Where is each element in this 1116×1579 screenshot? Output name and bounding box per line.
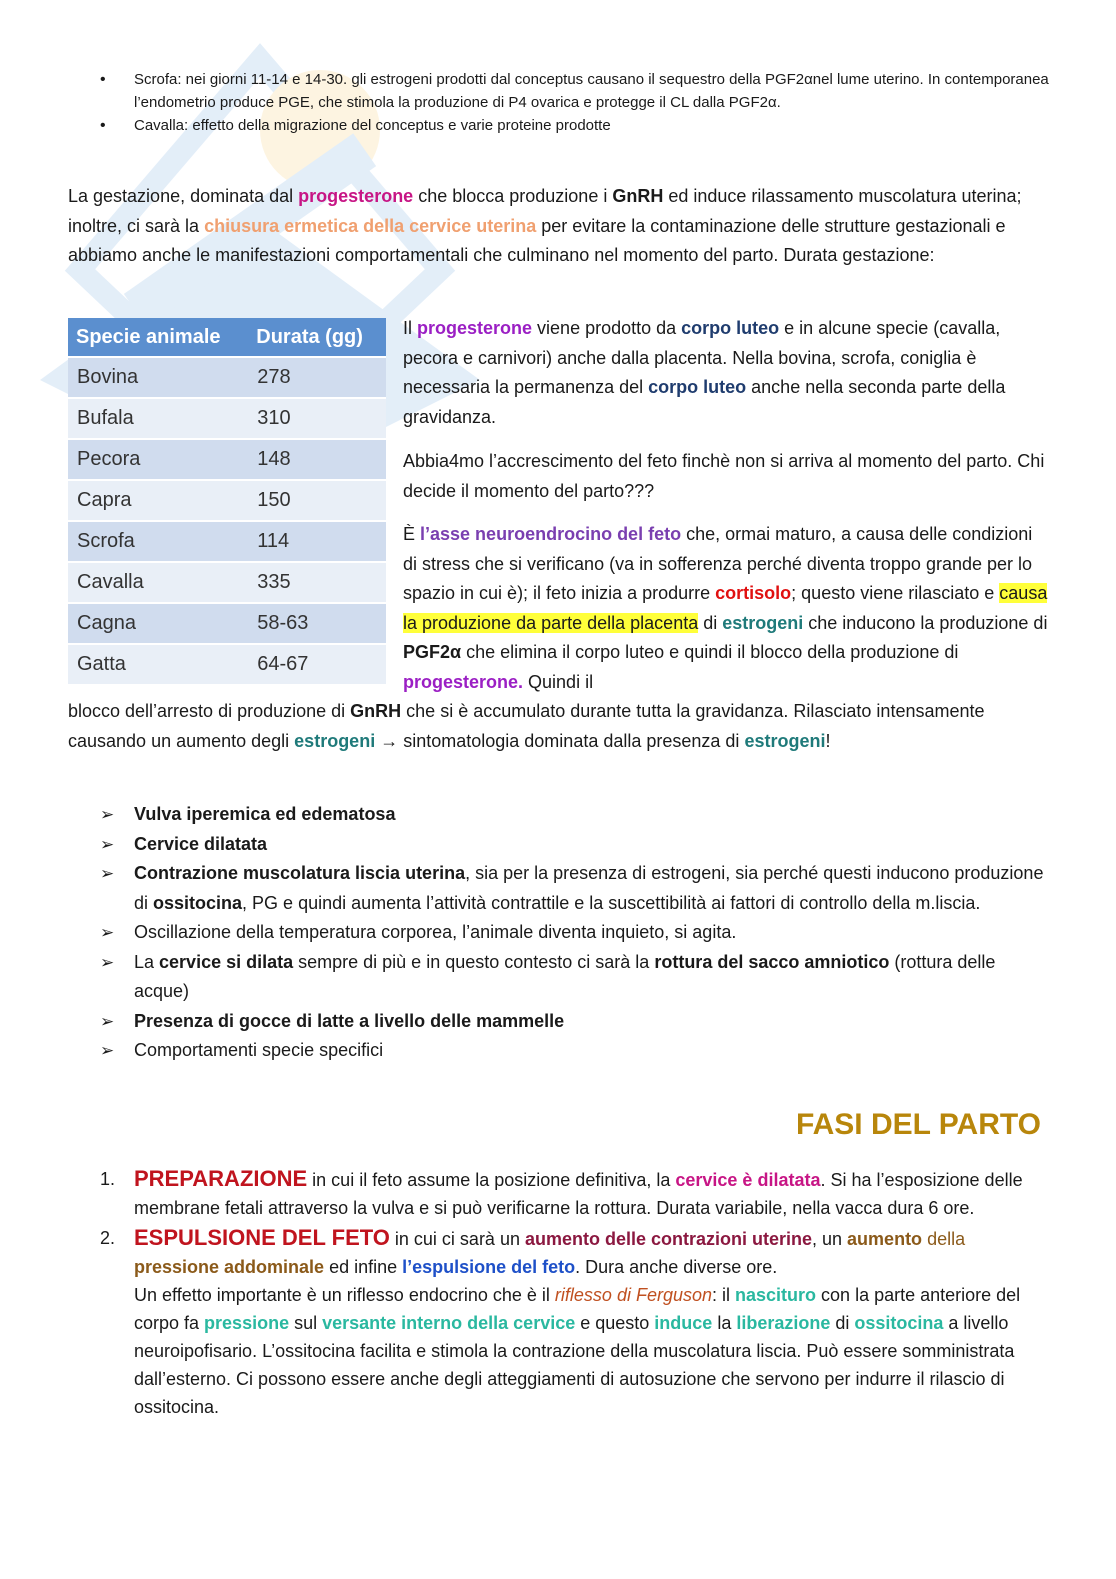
list-item: ➢ Cervice dilatata [100,830,1048,860]
arrowhead-bullet-icon: ➢ [100,952,115,972]
table-header-row [68,318,386,357]
table-row [68,644,386,685]
cell-duration: 335 [248,562,386,603]
cell-duration: 58-63 [248,603,386,644]
table-row [68,357,386,398]
highlighted-text: causa la produzione da parte della placenta [403,583,1048,633]
phase-item-preparazione: 1. PREPARAZIONE in cui il feto assume la posizione definitiva, la cervice è dilatata. Si ha l’esposizione delle membrane fetali attraverso la vulva e si può verificarne la rottura. Durata variabile, nella vacca dura 6 ore. [100,1166,1023,1218]
table-row [68,521,386,562]
cell-duration: 150 [248,480,386,521]
intro-paragraph: La gestazione, dominata dal progesterone che blocca produzione i GnRH ed induce rilassamento muscolatura uterina; inoltre, ci sarà la chiusura ermetica della cervice uterina per evitare la contaminazione delle strutture gestazionali e abbiamo anche le manifestazioni comportamentali che culminano nel momento del parto. Durata gestazione: [68,186,1022,265]
arrowhead-bullet-icon: ➢ [100,1041,115,1060]
right-arrow-icon: → [380,730,399,751]
cell-species: Bovina [68,357,248,398]
arrowhead-bullet-icon: ➢ [100,834,115,854]
list-item: ➢ Vulva iperemica ed edematosa [100,800,1048,830]
arrowhead-bullet-icon: ➢ [100,923,115,942]
arrowhead-bullet-icon: ➢ [100,805,115,824]
cell-species: Cavalla [68,562,248,603]
cell-duration: 310 [248,398,386,439]
growth-paragraph: Abbia4mo l’accrescimento del feto finchè non si arriva al momento del parto. Chi decide il momento del parto??? [403,451,1045,501]
list-item: ➢ Comportamenti specie specifici [100,1036,1048,1066]
list-item: ➢ Contrazione muscolatura liscia uterina, sia per la presenza di estrogeni, sia perché questi inducono produzione di ossitocina, PG e quindi aumenta l’attività contrattile e la suscettibilità ai fattori di controllo della m.liscia. [100,859,1048,918]
list-item: ➢ La cervice si dilata sempre di più e in questo contesto ci sarà la rottura del sacco amniotico (rottura delle acque) [100,948,1048,1007]
gnrh-paragraph: blocco dell’arresto di produzione di GnRH che si è accumulato durante tutta la gravidanza. Rilasciato intensamente causando un aumento degli estrogeni → sintomatologia dominata dalla presenza di estrogeni! [68,701,985,751]
symptoms-list [100,800,1048,1066]
table-row [68,562,386,603]
cell-species: Cagna [68,603,248,644]
cell-duration: 114 [248,521,386,562]
gestation-table [68,318,386,686]
table-row [68,480,386,521]
table-row [68,603,386,644]
cell-duration: 148 [248,439,386,480]
cell-duration: 64-67 [248,644,386,685]
arrowhead-bullet-icon: ➢ [100,1011,115,1031]
neuroendocrine-paragraph: È l’asse neuroendrocino del feto che, ormai maturo, a causa delle condizioni di stress che si verificano (va in sofferenza perché diventa troppo grande per lo spazio in cui è); il feto inizia a produrre cortisolo; questo viene rilasciato e causa la produzione da parte della placenta di estrogeni che inducono la produzione di PGF2α che elimina il corpo luteo e quindi il blocco della produzione di progesterone. Quindi il [403,524,1048,692]
table-row [68,439,386,480]
cell-species: Bufala [68,398,248,439]
progesterone-paragraph: Il progesterone viene prodotto da corpo luteo e in alcune specie (cavalla, pecora e carnivori) anche dalla placenta. Nella bovina, scrofa, coniglia è necessaria la permanenza del corpo luteo anche nella seconda parte della gravidanza. [403,318,1006,427]
cell-species: Scrofa [68,521,248,562]
section-title: FASI DEL PARTO [795,1108,1041,1141]
bullet-cavalla: • Cavalla: effetto della migrazione del conceptus e varie proteine prodotte [100,114,1050,137]
cell-species: Capra [68,480,248,521]
cell-duration: 278 [248,357,386,398]
bullet-scrofa: • Scrofa: nei giorni 11-14 e 14-30. gli estrogeni prodotti dal conceptus causano il sequestro della PGF2αnel lume uterino. In contemporanea l’endometrio produce PGE, che stimola la produzione di P4 ovarica e protegge il CL dalla PGF2α. [100,68,1050,114]
header-duration: Durata (gg) [248,318,386,357]
header-species: Specie animale [68,318,248,357]
cell-species: Gatta [68,644,248,685]
phase-item-espulsione: 2. ESPULSIONE DEL FETO in cui ci sarà un aumento delle contrazioni uterine, un aumento della pressione addominale ed infine l’espulsione del feto. Dura anche diverse ore. Un effetto importante è un riflesso endocrino che è il riflesso di Ferguson: il nascituro con la parte anteriore del corpo fa pressione sul versante interno della cervice e questo induce la liberazione di ossitocina a livello neuroipofisario. L’ossitocina facilita e stimola la contrazione della muscolatura liscia. Può essere somministrata dall’esterno. Ci possono essere anche degli atteggiamenti di autosuzione che servono per indurre il rilascio di ossitocina. [100,1225,1021,1417]
table-row [68,398,386,439]
list-item: ➢ Oscillazione della temperatura corporea, l’animale diventa inquieto, si agita. [100,918,1048,948]
top-bullet-list [100,68,1050,137]
phases-list [100,1165,1048,1423]
cell-species: Pecora [68,439,248,480]
arrowhead-bullet-icon: ➢ [100,864,115,883]
list-item: ➢ Presenza di gocce di latte a livello delle mammelle [100,1007,1048,1037]
